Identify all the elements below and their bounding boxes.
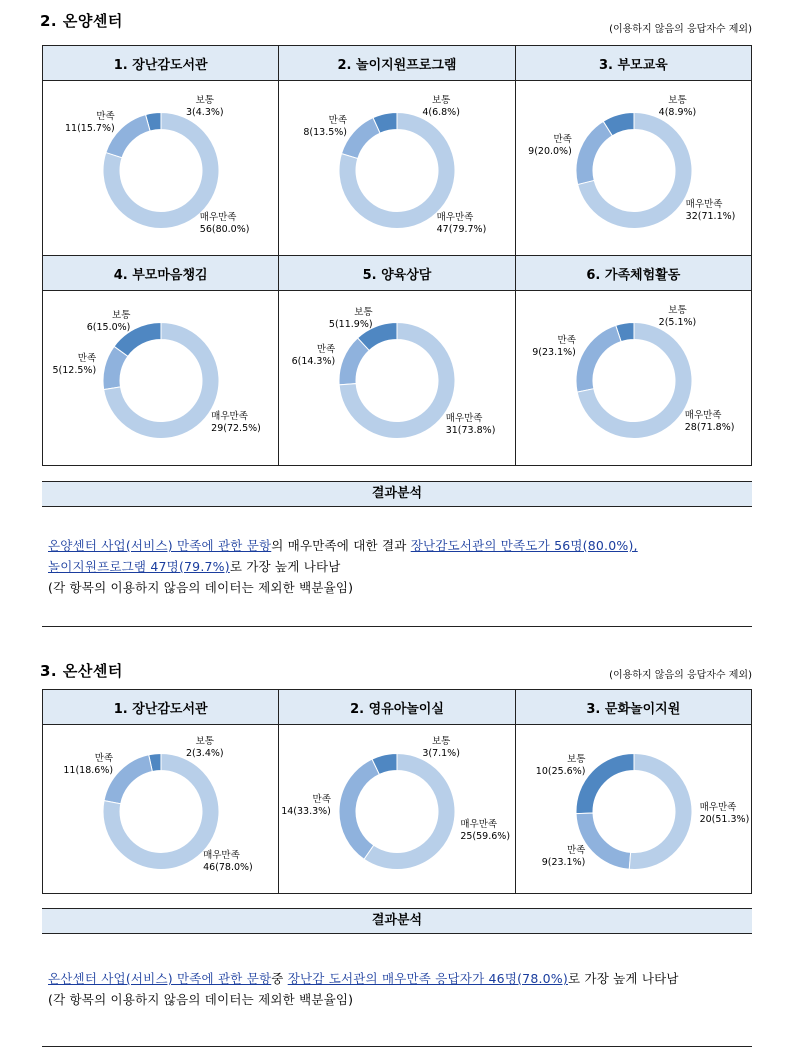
slice-label [536, 754, 586, 778]
chart-title: 2. 놀이지원프로그램 [279, 46, 515, 81]
slice-label [63, 753, 113, 777]
slice-value: 4(6.8%) [422, 106, 460, 118]
divider [42, 1046, 752, 1047]
slice-category: 매우만족 [436, 211, 474, 223]
slice-category: 만족 [96, 110, 115, 122]
chart-title: 1. 장난감도서관 [43, 46, 279, 81]
slice-category: 보통 [668, 304, 687, 316]
donut-chart [515, 725, 751, 894]
slice-value: 3(4.3%) [186, 106, 224, 118]
slice-category: 만족 [553, 133, 572, 145]
slice-value: 29(72.5%) [211, 423, 261, 435]
slice-value: 47(79.7%) [436, 223, 487, 235]
slice-category: 만족 [566, 845, 586, 857]
chart-title: 5. 양육상담 [279, 256, 515, 291]
slice-value: 2(3.4%) [186, 747, 224, 759]
donut-chart [515, 291, 751, 466]
slice-value: 9(23.1%) [532, 347, 576, 359]
donut-chart [279, 81, 515, 256]
slice-label [422, 736, 460, 760]
slice-label [686, 199, 736, 223]
chart-title: 4. 부모마음챙김 [43, 256, 279, 291]
slice-label [659, 305, 697, 329]
slice-label [53, 353, 97, 377]
slice-value: 31(73.8%) [445, 425, 496, 437]
slice-value: 6(14.3%) [291, 356, 336, 368]
section3-note: (이용하지 않음의 응답자수 제외) [609, 670, 752, 681]
donut-slice [629, 754, 692, 870]
donut-chart [43, 291, 279, 466]
donut-chart [279, 725, 515, 894]
slice-category: 만족 [316, 344, 336, 356]
slice-value: 3(7.1%) [422, 747, 460, 759]
donut-svg [43, 291, 279, 466]
slice-value: 56(80.0%) [199, 223, 250, 235]
slice-label [203, 850, 253, 874]
slice-value: 28(71.8%) [684, 422, 735, 434]
slice-category: 매우만족 [684, 410, 722, 422]
chart-title: 6. 가족체험활동 [515, 256, 751, 291]
slice-value: 2(5.1%) [658, 316, 697, 328]
result-link: 놀이지원프로그램 47명(79.7%) [48, 559, 230, 574]
slice-category: 매우만족 [685, 199, 723, 211]
donut-svg [516, 81, 752, 256]
result-link: 장난감 도서관의 매우만족 응답자가 46명(78.0%) [287, 971, 568, 986]
donut-chart [43, 725, 279, 894]
slice-label [659, 95, 697, 119]
slice-label [211, 411, 261, 435]
slice-label [303, 115, 347, 139]
slice-label [87, 310, 131, 334]
chart-title: 3. 부모교육 [515, 46, 751, 81]
slice-label [422, 95, 460, 119]
slice-value: 10(25.6%) [535, 765, 586, 777]
slice-value: 20(51.3%) [699, 814, 750, 826]
divider [42, 626, 752, 627]
donut-svg [516, 291, 752, 466]
slice-label [460, 819, 510, 843]
slice-label [200, 212, 250, 236]
donut-chart [515, 81, 751, 256]
slice-category: 매우만족 [203, 850, 240, 862]
slice-label [65, 111, 115, 135]
slice-category: 매우만족 [211, 411, 248, 423]
donut-slice [339, 338, 369, 385]
slice-label [532, 335, 576, 359]
slice-value: 5(11.9%) [328, 319, 373, 331]
slice-category: 보통 [668, 94, 687, 106]
chart-title: 3. 문화놀이지원 [515, 690, 751, 725]
slice-label [446, 413, 496, 437]
slice-label [186, 95, 224, 119]
donut-svg [279, 291, 515, 466]
section3-result-header: 결과분석 [42, 908, 752, 934]
slice-value: 32(71.1%) [685, 211, 736, 223]
slice-category: 매우만족 [445, 413, 483, 425]
section3-result-text: 온산센터 사업(서비스) 만족에 관한 문항중 장난감 도서관의 매우만족 응답자가 46명(78.0%)로 가장 높게 나타남 (각 항목의 이용하지 않음의 데이터는 제외한 백분율임) [48, 971, 679, 1007]
slice-category: 보통 [431, 94, 451, 106]
slice-category: 보통 [354, 307, 373, 319]
slice-label [437, 212, 487, 236]
slice-category: 보통 [112, 309, 131, 321]
section2-result-text: 온양센터 사업(서비스) 만족에 관한 문항의 매우만족에 대한 결과 장난감도서관의 만족도가 56명(80.0%), 놀이지원프로그램 47명(79.7%)로 가장 높게 나타남 (각 항목의 이용하지 않음의 데이터는 제외한 백분율임) [48, 538, 638, 595]
donut-chart [43, 81, 279, 256]
slice-label [281, 794, 331, 818]
donut-slice [576, 121, 612, 184]
donut-slice [339, 759, 379, 859]
section2-note: (이용하지 않음의 응답자수 제외) [609, 24, 752, 35]
slice-category: 보통 [567, 753, 586, 765]
slice-value: 9(20.0%) [528, 145, 572, 157]
slice-value: 14(33.3%) [281, 806, 331, 818]
result-link: 온양센터 사업(서비스) 만족에 관한 문항 [48, 538, 272, 553]
slice-category: 보통 [195, 94, 214, 106]
slice-value: 6(15.0%) [86, 321, 131, 333]
section2-chart-grid [42, 45, 752, 466]
slice-label [292, 344, 336, 368]
slice-label [186, 736, 224, 760]
slice-category: 매우만족 [699, 802, 737, 814]
slice-value: 5(12.5%) [52, 365, 97, 377]
slice-category: 매우만족 [460, 819, 498, 831]
slice-category: 보통 [431, 735, 451, 747]
slice-value: 4(8.9%) [658, 106, 697, 118]
slice-category: 만족 [312, 794, 331, 806]
section2-result-header: 결과분석 [42, 481, 752, 507]
slice-value: 11(15.7%) [65, 122, 115, 134]
slice-category: 매우만족 [199, 211, 237, 223]
slice-label [528, 134, 572, 158]
slice-category: 만족 [77, 353, 97, 365]
result-link: 장난감도서관의 만족도가 56명(80.0%), [410, 538, 638, 553]
slice-label [542, 845, 586, 869]
result-link: 온산센터 사업(서비스) 만족에 관한 문항 [48, 971, 272, 986]
section3-title: 3. 온산센터 [40, 662, 123, 680]
section3-chart-grid [42, 689, 752, 894]
slice-label [329, 307, 373, 331]
slice-value: 46(78.0%) [203, 862, 253, 874]
slice-value: 9(23.1%) [541, 857, 586, 869]
section2-title: 2. 온양센터 [40, 12, 123, 30]
slice-category: 만족 [557, 335, 576, 347]
slice-label [700, 802, 750, 826]
donut-slice [576, 325, 621, 392]
slice-category: 만족 [328, 115, 348, 126]
slice-value: 25(59.6%) [460, 831, 511, 843]
chart-title: 2. 영유아놀이실 [279, 690, 515, 725]
donut-chart [279, 291, 515, 466]
slice-category: 보통 [195, 735, 214, 747]
slice-category: 만족 [94, 753, 114, 765]
slice-value: 11(18.6%) [63, 765, 114, 777]
slice-value: 8(13.5%) [303, 127, 348, 138]
donut-slice [342, 118, 380, 159]
slice-label [685, 410, 735, 434]
chart-title: 1. 장난감도서관 [43, 690, 279, 725]
